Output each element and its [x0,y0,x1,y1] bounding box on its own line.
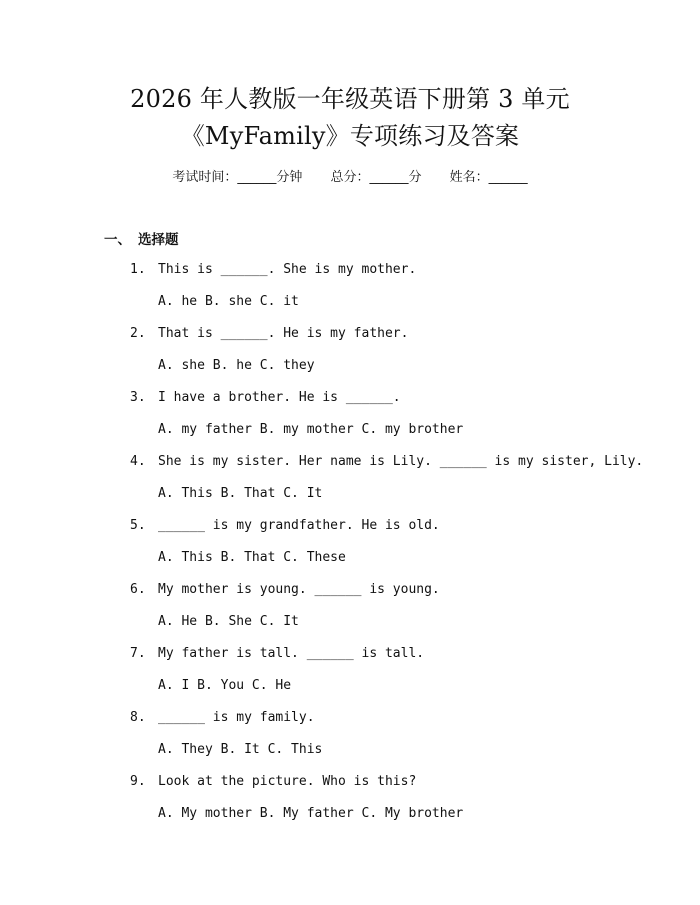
question-number: 4. [130,454,146,469]
question-number: 8. [130,710,146,725]
question-options: A. I B. You C. He [158,678,292,693]
question-item [130,516,440,536]
question-item [130,324,408,344]
section-number: 一、 [104,232,131,248]
question-options: A. my father B. my mother C. my brother [158,422,464,437]
question-number: 2. [130,326,146,341]
section-heading [104,230,179,250]
question-text: My mother is young. ______ is young. [158,582,440,597]
question-text: Look at the picture. Who is this? [158,774,417,789]
question-text: My father is tall. ______ is tall. [158,646,425,661]
question-options: A. she B. he C. they [158,358,315,373]
question-text: She is my sister. Her name is Lily. ______ is my sister, Lily. [158,454,644,469]
question-item [130,580,440,600]
question-options: A. He B. She C. It [158,614,299,629]
total-score-field: 总分：______分 [330,170,422,185]
section-title: 选择题 [138,232,179,248]
question-options: A. My mother B. My father C. My brother [158,806,464,821]
question-item [130,388,401,408]
document-title-line-2: 《MyFamily》专项练习及答案 [180,122,520,150]
document-title-line-1: 2026 年人教版一年级英语下册第 3 单元 [130,85,570,113]
question-item [130,260,416,280]
question-options: A. This B. That C. It [158,486,323,501]
question-text: I have a brother. He is ______. [158,390,401,405]
question-item [130,772,416,792]
student-name-field: 姓名：______ [449,170,528,185]
question-number: 6. [130,582,146,597]
question-item [130,708,315,728]
question-options: A. he B. she C. it [158,294,299,309]
question-text: That is ______. He is my father. [158,326,409,341]
question-number: 9. [130,774,146,789]
question-options: A. They B. It C. This [158,742,323,757]
question-item [130,452,643,472]
question-item [130,644,424,664]
question-options: A. This B. That C. These [158,550,346,565]
question-text: ______ is my family. [158,710,315,725]
question-text: ______ is my grandfather. He is old. [158,518,440,533]
question-number: 1. [130,262,146,277]
question-text: This is ______. She is my mother. [158,262,417,277]
question-number: 5. [130,518,146,533]
question-number: 7. [130,646,146,661]
question-number: 3. [130,390,146,405]
exam-info-line [0,168,700,188]
exam-time-field: 考试时间：______分钟 [172,170,303,185]
